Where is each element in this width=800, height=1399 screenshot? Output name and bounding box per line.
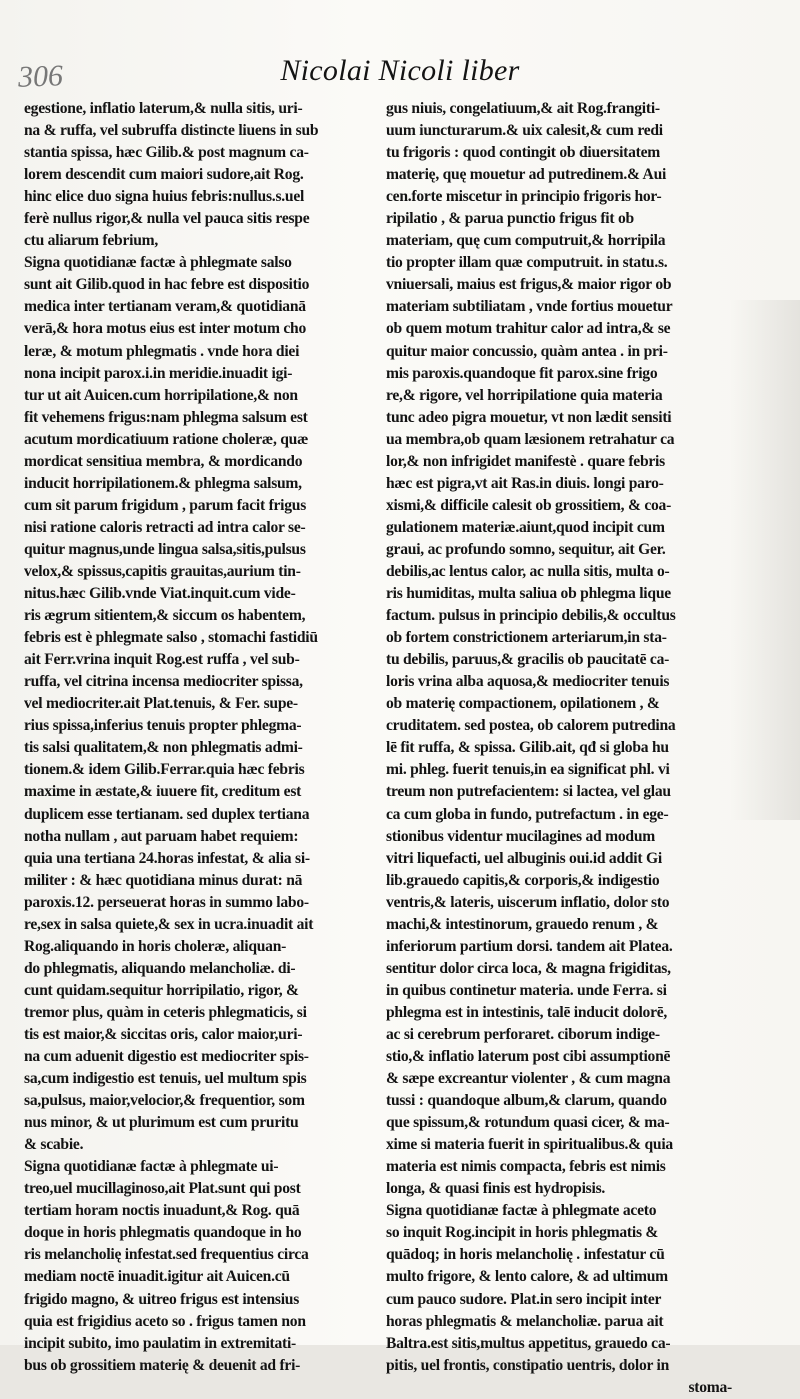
text-line: mordicat sensitiua membra, & mordicando — [24, 452, 303, 470]
text-line: tionem.& idem Gilib.Ferrar.quia hæc febris — [24, 761, 305, 779]
text-line: acutum mordicatiuum ratione choleræ, quæ — [24, 430, 309, 448]
text-line: fit vehemens frigus:nam phlegma salsum est — [24, 408, 308, 426]
text-line: duplicem esse tertianam. sed duplex tertiana — [24, 805, 310, 823]
text-line: do phlegmatis, aliquando melancholiæ. di- — [24, 959, 296, 977]
text-column-right — [386, 98, 732, 1399]
text-line: xime si materia fuerit in spiritualibus.& quia — [386, 1136, 673, 1154]
text-line: vniuersali, maius est frigus,& maior rigor ob — [386, 276, 672, 294]
text-line: nus minor, & ut plurimum est cum pruritu — [24, 1114, 299, 1132]
page-number: 306 — [17, 59, 64, 94]
text-line: velox,& spissus,capitis grauitas,aurium tin- — [24, 562, 301, 580]
text-line: ua membra,ob quam læsionem retrahatur ca — [386, 430, 675, 448]
text-line: inducit horripilationem.& phlegma salsum, — [24, 474, 302, 492]
catchword: stoma- — [688, 1378, 732, 1396]
text-line: sunt ait Gilib.quod in hac febre est dispositio — [24, 276, 310, 294]
text-line: quia est frigidius aceto so . frigus tamen non — [24, 1312, 306, 1330]
text-line: phlegma est in intestinis, talē inducit dolorē, — [386, 1003, 668, 1021]
text-line: incipit subito, imo paulatim in extremitati- — [24, 1334, 296, 1352]
text-line: ctu aliarum febrium, — [24, 232, 159, 250]
text-line: febris est è phlegmate salso , stomachi fastidiū — [24, 629, 318, 647]
page-stain — [730, 300, 800, 820]
text-column-left — [24, 98, 372, 1377]
text-line: sentitur dolor circa loca, & magna frigiditas, — [386, 959, 671, 977]
text-line: cunt quidam.sequitur horripilatio, rigor, & — [24, 981, 299, 999]
text-line: nitus.hæc Gilib.vnde Viat.inquit.cum vide- — [24, 585, 296, 603]
text-line: ris ægrum sitientem,& siccum os habentem, — [24, 607, 306, 625]
text-line: in quibus continetur materia. unde Ferra. si — [386, 981, 667, 999]
text-line: tussi : quandoque album,& clarum, quando — [386, 1092, 667, 1110]
text-line: gulationem materiæ.aiunt,quod incipit cum — [386, 518, 665, 536]
text-line: factum. pulsus in principio debilis,& occultus — [386, 607, 676, 625]
text-line: ob quem motum trahitur calor ad intra,& se — [386, 320, 671, 338]
text-line: sa,pulsus, maior,velocior,& frequentior, som — [24, 1092, 305, 1110]
text-line: uum iuncturarum.& uix calesit,& cum redi — [386, 122, 663, 140]
text-line: cum pauco sudore. Plat.in sero incipit inter — [386, 1290, 662, 1308]
text-line: doque in horis phlegmatis quandoque in ho — [24, 1224, 302, 1242]
text-line: Signa quotidianæ factæ à phlegmate aceto — [386, 1202, 657, 1220]
text-line: gus niuis, congelatiuum,& ait Rog.frangiti- — [386, 100, 660, 117]
text-line: treo,uel mucillaginoso,ait Plat.sunt qui post — [24, 1180, 301, 1198]
text-line: mi. phleg. fuerit tenuis,in ea significat phl. vi — [386, 761, 670, 779]
text-line: ris humiditas, multa saliua ob phlegma lique — [386, 585, 671, 603]
text-line: lē fit ruffa, & spissa. Gilib.ait, qđ si globa hu — [386, 739, 669, 757]
text-line: ris melancholię infestat.sed frequentius circa — [24, 1246, 309, 1264]
text-line: ruffa, vel citrina incensa mediocriter spissa, — [24, 673, 303, 691]
text-line: ob fortem constrictionem arteriarum,in sta- — [386, 629, 667, 647]
text-line: materiam subtiliatam , vnde fortius mouetur — [386, 298, 673, 316]
text-line: re,& rigore, vel horripilatione quia materia — [386, 386, 663, 404]
text-line: verā,& hora motus eius est inter motum cho — [24, 320, 306, 338]
text-line: Rog.aliquando in horis choleræ, aliquan- — [24, 937, 287, 955]
text-line: graui, ac profundo somno, sequitur, ait Ger. — [386, 540, 666, 558]
text-line: quitur maior concussio, quàm antea . in pri- — [386, 342, 668, 360]
text-line: paroxis.12. perseuerat horas in summo labo- — [24, 893, 309, 911]
text-line: nisi ratione caloris retracti ad intra calor se- — [24, 518, 306, 536]
text-line: & scabie. — [24, 1136, 84, 1154]
text-line: multo frigore, & lento calore, & ad ultimum — [386, 1268, 668, 1286]
text-line: Signa quotidianæ factæ à phlegmate salso — [24, 254, 292, 272]
text-line: na cum aduenit digestio est mediocriter spis- — [24, 1048, 309, 1066]
text-line: horas phlegmatis & melancholiæ. parua ait — [386, 1312, 664, 1330]
text-line: cruditatem. sed postea, ob calorem putredina — [386, 717, 676, 735]
text-line: egestione, inflatio laterum,& nulla sitis, uri- — [24, 100, 303, 117]
text-line: ac si cerebrum perforaret. ciborum indige- — [386, 1025, 660, 1043]
running-head: Nicolai Nicoli liber — [280, 54, 520, 87]
text-line: tu debilis, paruus,& gracilis ob paucitatē ca- — [386, 651, 670, 669]
text-line: tis est maior,& siccitas oris, calor maior,uri- — [24, 1025, 303, 1043]
text-line: Baltra.est sitis,multus appetitus, grauedo ca- — [386, 1334, 671, 1352]
text-line: mis paroxis.quandoque fit parox.sine frigo — [386, 364, 658, 382]
text-line: sa,cum indigestio est tenuis, uel multum spis — [24, 1070, 307, 1088]
text-line: tremor plus, quàm in ceteris phlegmaticis, si — [24, 1003, 307, 1021]
text-line: hæc est pigra,vt ait Ras.in diuis. longi paro- — [386, 474, 664, 492]
text-line: re,sex in salsa quiete,& sex in ucra.inuadit ait — [24, 915, 314, 933]
text-line: xismi,& difficile calesit ob grossitiem, & coa- — [386, 496, 672, 514]
text-line: frigido magno, & uitreo frigus est intensius — [24, 1290, 300, 1308]
text-line: mediam noctē inuadit.igitur ait Auicen.cū — [24, 1268, 290, 1286]
text-line: ob materię compactionem, opilationem , & — [386, 695, 660, 713]
text-line: lib.grauedo capitis,& corporis,& indigestio — [386, 871, 660, 889]
text-line: longa, & quasi finis est hydropisis. — [386, 1180, 606, 1198]
text-line: lor,& non infrigidet manifestè . quare febris — [386, 452, 665, 470]
text-line: vitri liquefacti, uel albuginis oui.id addit Gi — [386, 849, 662, 867]
text-line: inferiorum partium dorsi. tandem ait Platea. — [386, 937, 673, 955]
text-line: ca cum globa in fundo, putrefactum . in ege- — [386, 805, 669, 823]
text-line: & sæpe excreantur violenter , & cum magna — [386, 1070, 671, 1088]
text-line: que spissum,& rotundum quasi cicer, & ma- — [386, 1114, 670, 1132]
text-line: lorem descendit cum maiori sudore,ait Rog. — [24, 166, 304, 184]
text-line: machi,& intestinorum, grauedo renum , & — [386, 915, 659, 933]
text-line: stionibus videntur mucilagines ad modum — [386, 827, 655, 845]
text-line: cum sit parum frigidum , parum facit frigus — [24, 496, 307, 514]
text-line: bus ob grossitiem materię & deuenit ad fri- — [24, 1356, 301, 1374]
text-line: tertiam horam noctis inuadunt,& Rog. quā — [24, 1202, 300, 1220]
text-line: ventris,& lateris, uiscerum inflatio, dolor sto — [386, 893, 670, 911]
text-line: militer : & hæc quotidiana minus durat: nā — [24, 871, 303, 889]
text-line: pitis, uel frontis, constipatio uentris, dolor in — [386, 1356, 670, 1374]
text-line: tio propter illam quæ computruit. in statu.s. — [386, 254, 668, 272]
text-line: ait Ferr.vrina inquit Rog.est ruffa , vel sub- — [24, 651, 300, 669]
text-line: vel mediocriter.ait Plat.tenuis, & Fer. supe- — [24, 695, 298, 713]
text-line: tur ut ait Auicen.cum horripilatione,& non — [24, 386, 298, 404]
text-line: treum non putrefacientem: si lactea, vel glau — [386, 783, 671, 801]
text-line: medica inter tertianam veram,& quotidianā — [24, 298, 306, 316]
text-line: rius spissa,inferius tenuis propter phlegma- — [24, 717, 302, 735]
text-line: quādoq; in horis melancholię . infestatur cū — [386, 1246, 665, 1264]
text-line: hinc elice duo signa huius febris:nullus.s.uel — [24, 188, 305, 206]
text-line: cen.forte miscetur in principio frigoris hor- — [386, 188, 662, 206]
text-line: na & ruffa, vel subruffa distincte liuens in sub — [24, 122, 319, 140]
text-line: nona incipit parox.i.in meridie.inuadit igi- — [24, 364, 293, 382]
text-line: maxime in æstate,& iuuere fit, creditum est — [24, 783, 302, 801]
text-line: notha nullam , aut paruam habet requiem: — [24, 827, 299, 845]
text-line: stantia spissa, hæc Gilib.& post magnum ca- — [24, 144, 309, 162]
text-line: quitur magnus,unde lingua salsa,sitis,pulsus — [24, 540, 306, 558]
text-line: quia una tertiana 24.horas infestat, & alia si- — [24, 849, 310, 867]
text-line: loris vrina alba aquosa,& mediocriter tenuis — [386, 673, 670, 691]
text-line: materię, quę mouetur ad putredinem.& Aui — [386, 166, 667, 184]
text-line: materia est nimis compacta, febris est nimis — [386, 1158, 666, 1176]
text-line: ferè nullus rigor,& nulla vel pauca sitis respe — [24, 210, 310, 228]
text-line: Signa quotidianæ factæ à phlegmate ui- — [24, 1158, 279, 1176]
text-line: tu frigoris : quod contingit ob diuersitatem — [386, 144, 661, 162]
text-line: debilis,ac lentus calor, ac nulla sitis, multa o- — [386, 562, 670, 580]
text-line: tunc adeo pigra mouetur, vt non lædit sensiti — [386, 408, 672, 426]
text-line: tis salsi qualitatem,& non phlegmatis admi- — [24, 739, 303, 757]
text-line: leræ, & motum phlegmatis . vnde hora diei — [24, 342, 300, 360]
text-line: ripilatio , & parua punctio frigus fit ob — [386, 210, 634, 228]
text-line: so inquit Rog.incipit in horis phlegmatis & — [386, 1224, 659, 1242]
text-line: stio,& inflatio laterum post cibi assumptionē — [386, 1048, 671, 1066]
text-line: materiam, quę cum computruit,& horripila — [386, 232, 666, 250]
